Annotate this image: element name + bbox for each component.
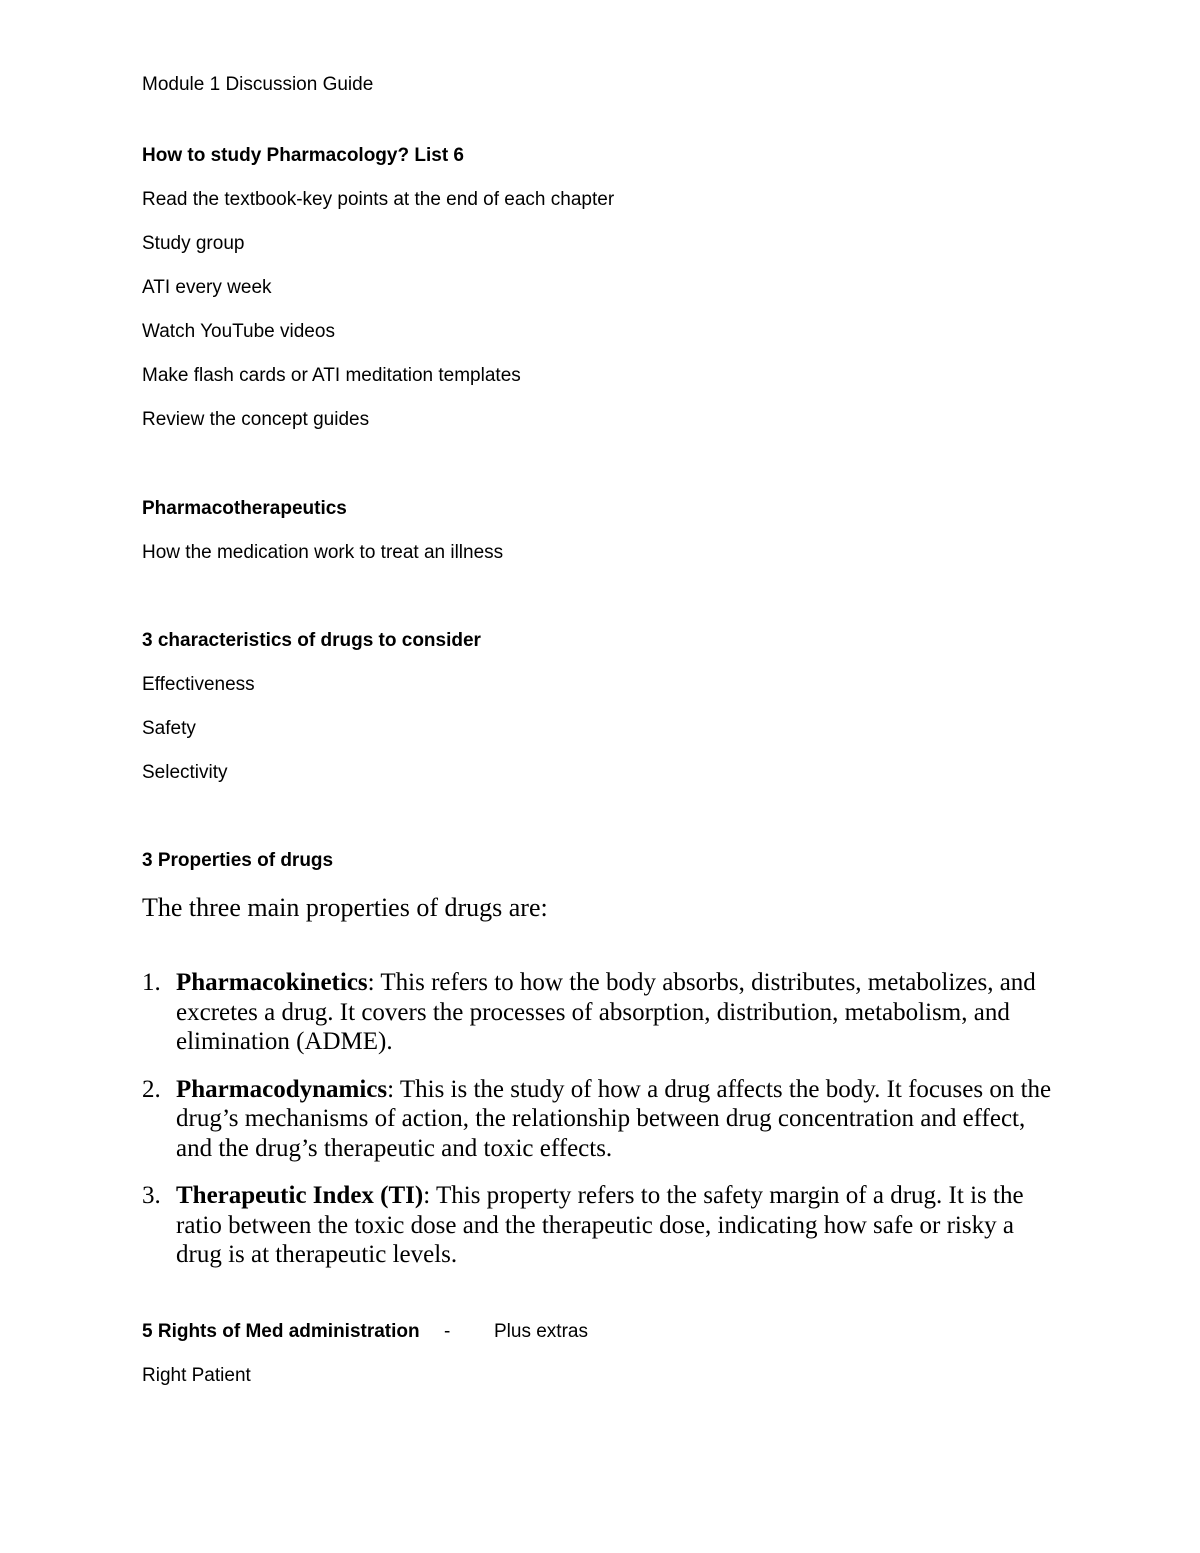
property-term: Therapeutic Index (TI): [176, 1182, 424, 1209]
characteristics-heading: 3 characteristics of drugs to consider: [142, 630, 481, 651]
characteristic-item: Effectiveness: [142, 674, 255, 695]
pharmacotherapeutics-heading: Pharmacotherapeutics: [142, 498, 347, 519]
study-item: Watch YouTube videos: [142, 321, 335, 342]
pharmacotherapeutics-text: How the medication work to treat an illness: [142, 542, 504, 563]
property-text: : This refers to how the body absorbs, distributes, metabolizes, and excretes a drug. It covers the processes of absorption, distribution, metabolism, and elimination (ADME).: [176, 969, 1036, 1055]
rights-dash: -: [444, 1321, 451, 1342]
study-heading: How to study Pharmacology? List 6: [142, 145, 464, 166]
property-term: Pharmacodynamics: [176, 1075, 388, 1103]
study-item: Review the concept guides: [142, 409, 370, 430]
property-number: 1.: [142, 969, 161, 996]
rights-extra: Plus extras: [494, 1321, 588, 1342]
property-item: [142, 968, 1062, 1057]
rights-item: Right Patient: [142, 1365, 251, 1386]
properties-heading: 3 Properties of drugs: [142, 850, 334, 871]
study-item: ATI every week: [142, 277, 272, 298]
properties-intro: The three main properties of drugs are:: [142, 893, 548, 922]
property-text: : This property refers to the safety margin of a drug. It is the ratio between the toxic dose and the therapeutic dose, indicating how safe or risky a drug is at therapeutic levels.: [176, 1182, 1024, 1268]
characteristic-item: Selectivity: [142, 762, 228, 783]
property-item: [142, 1075, 1062, 1164]
characteristic-item: Safety: [142, 718, 196, 739]
property-item: [142, 1181, 1062, 1270]
rights-heading: 5 Rights of Med administration: [142, 1321, 420, 1342]
study-item: Study group: [142, 233, 245, 254]
property-text: : This is the study of how a drug affects the body. It focuses on the drug’s mechanisms of action, the relationship between drug concentration and effect, and the drug’s therapeutic and toxic effects.: [176, 1075, 1052, 1162]
document-title: Module 1 Discussion Guide: [142, 74, 374, 95]
property-term: Pharmacokinetics: [176, 969, 368, 996]
property-number: 3.: [142, 1182, 161, 1209]
properties-list: [142, 968, 1062, 1288]
property-number: 2.: [142, 1075, 161, 1103]
study-item: Read the textbook-key points at the end of each chapter: [142, 189, 615, 210]
study-item: Make flash cards or ATI meditation templates: [142, 365, 521, 386]
